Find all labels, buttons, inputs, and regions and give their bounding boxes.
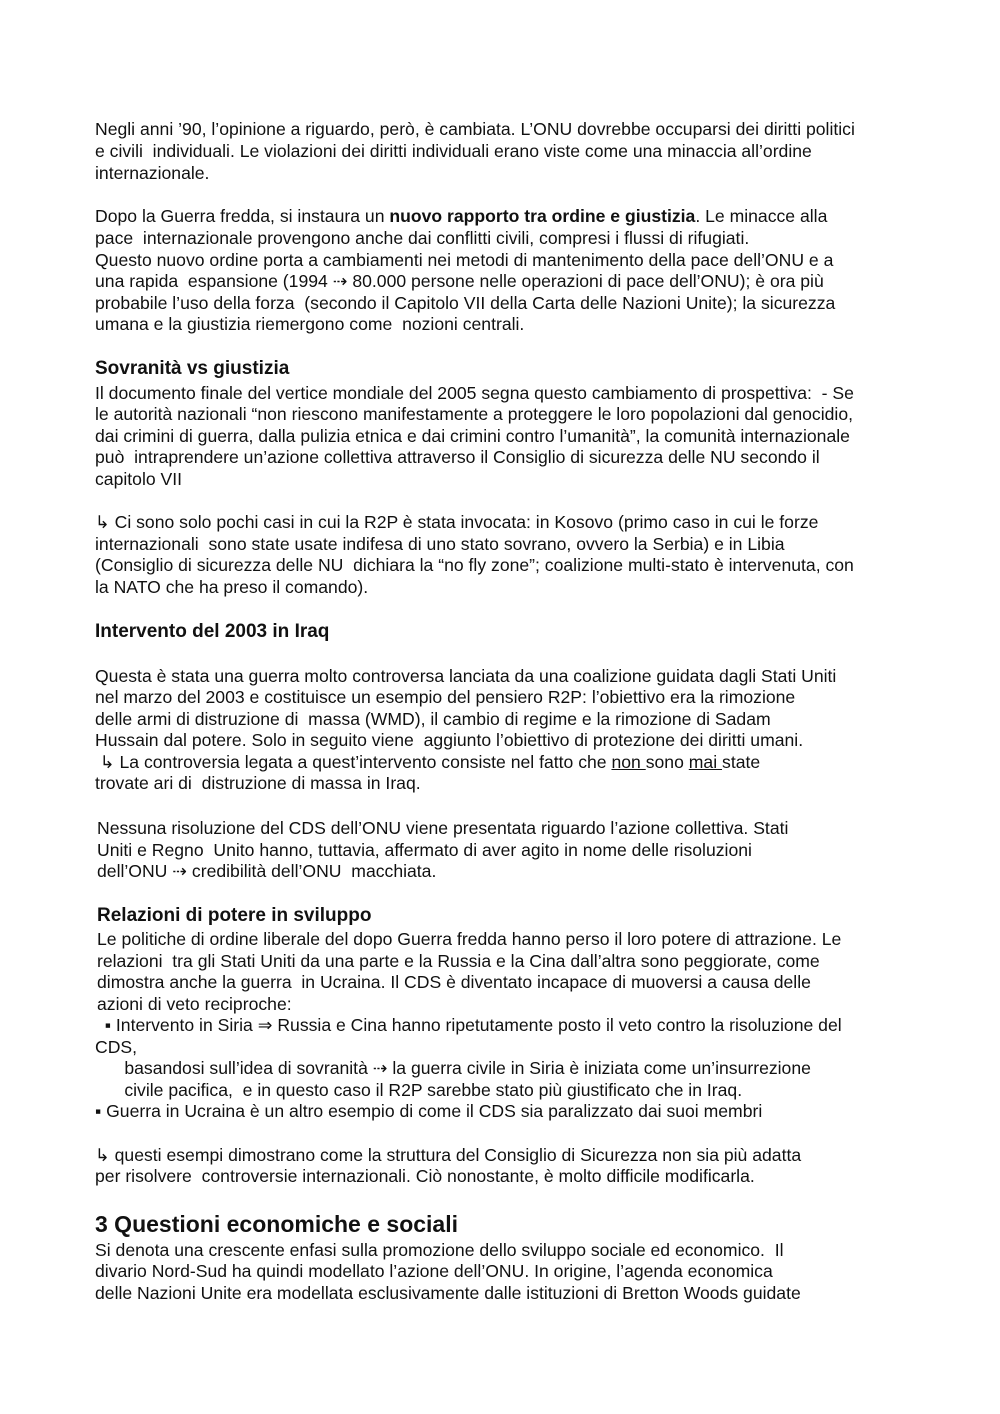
paragraph-line: Nessuna risoluzione del CDS dell’ONU viene presentata riguardo l’azione collettiva. Stati — [97, 818, 789, 838]
paragraph-line: Le politiche di ordine liberale del dopo Guerra fredda hanno perso il loro potere di attrazione. Le — [97, 929, 842, 949]
paragraph-line: Uniti e Regno Unito hanno, tuttavia, affermato di aver agito in nome delle risoluzioni — [97, 840, 752, 860]
paragraph-line: delle Nazioni Unite era modellata esclusivamente dalle istituzioni di Bretton Woods guidate — [95, 1283, 801, 1303]
paragraph-line: internazionali sono state usate indifesa di uno stato sovrano, ovvero la Serbia) e in Libia — [95, 534, 785, 554]
paragraph-line: una rapida espansione (1994 ⇢ 80.000 persone nelle operazioni di pace dell’ONU); è ora più — [95, 271, 824, 291]
paragraph-line: trovate ari di distruzione di massa in Iraq. — [95, 773, 421, 793]
bullet-item-continuation: basandosi sull’idea di sovranità ⇢ la guerra civile in Siria è iniziata come un’insurrezione — [95, 1058, 811, 1078]
chapter-heading: 3 Questioni economiche e sociali — [95, 1211, 459, 1237]
paragraph-line: la NATO che ha preso il comando). — [95, 577, 369, 597]
paragraph-line: Negli anni ’90, l’opinione a riguardo, però, è cambiata. L’ONU dovrebbe occuparsi dei diritti politici — [95, 119, 855, 139]
paragraph-line: le autorità nazionali “non riescono manifestamente a proteggere le loro popolazioni dal genocidio, — [95, 404, 853, 424]
paragraph-line: divario Nord-Sud ha quindi modellato l’azione dell’ONU. In origine, l’agenda economica — [95, 1261, 773, 1281]
underlined-word: non — [611, 752, 646, 772]
paragraph-line: Questa è stata una guerra molto controversa lanciata da una coalizione guidata dagli Stati Uniti — [95, 666, 837, 686]
text-run: Dopo la Guerra fredda, si instaura un — [95, 206, 390, 226]
text-run: . Le minacce alla — [695, 206, 828, 226]
paragraph-line: Si denota una crescente enfasi sulla promozione dello sviluppo sociale ed economico. Il — [95, 1240, 784, 1260]
text-run: ↳ La controversia legata a quest’intervento consiste nel fatto che — [95, 752, 612, 772]
paragraph-line: per risolvere controversie internazionali. Ciò nonostante, è molto difficile modificarla. — [95, 1166, 755, 1186]
section-heading: Sovranità vs giustizia — [95, 358, 290, 379]
paragraph-line: capitolo VII — [95, 469, 183, 489]
underlined-word: mai — [688, 752, 723, 772]
bold-phrase: nuovo rapporto tra ordine e giustizia — [389, 206, 696, 226]
paragraph-line: umana e la giustizia riemergono come nozioni centrali. — [95, 314, 525, 334]
bullet-item-continuation: CDS, — [95, 1037, 138, 1057]
paragraph-line: probabile l’uso della forza (secondo il Capitolo VII della Carta delle Nazioni Unite); la sicurezza — [95, 293, 836, 313]
paragraph-line: relazioni tra gli Stati Uniti da una parte e la Russia e la Cina dall’altra sono peggiorate, come — [97, 951, 820, 971]
section-heading: Relazioni di potere in sviluppo — [97, 905, 372, 926]
paragraph-line — [95, 206, 827, 228]
bullet-item: ▪ Guerra in Ucraina è un altro esempio di come il CDS sia paralizzato dai suoi membri — [95, 1101, 763, 1121]
paragraph-line: Hussain dal potere. Solo in seguito viene aggiunto l’obiettivo di protezione dei diritti umani. — [95, 730, 804, 750]
paragraph-line: dimostra anche la guerra in Ucraina. Il CDS è diventato incapace di muoversi a causa delle — [97, 972, 811, 992]
text-run: sono — [645, 752, 689, 772]
paragraph-line: e civili individuali. Le violazioni dei diritti individuali erano viste come una minaccia all’ordine — [95, 141, 812, 161]
paragraph-line: dell’ONU ⇢ credibilità dell’ONU macchiata. — [97, 861, 437, 881]
paragraph-line: ↳ Ci sono solo pochi casi in cui la R2P è stata invocata: in Kosovo (primo caso in cui le forze — [95, 512, 819, 532]
bullet-item: ▪ Intervento in Siria ⇒ Russia e Cina hanno ripetutamente posto il veto contro la risoluzione del — [95, 1015, 842, 1035]
paragraph-line: Il documento finale del vertice mondiale del 2005 segna questo cambiamento di prospettiva: - Se — [95, 383, 854, 403]
paragraph-line: azioni di veto reciproche: — [97, 994, 292, 1014]
paragraph-line: ↳ questi esempi dimostrano come la struttura del Consiglio di Sicurezza non sia più adatta — [95, 1145, 802, 1165]
paragraph-line: può intraprendere un’azione collettiva attraverso il Consiglio di sicurezza delle NU secondo il — [95, 447, 820, 467]
paragraph-line: nel marzo del 2003 e costituisce un esempio del pensiero R2P: l’obiettivo era la rimozione — [95, 687, 796, 707]
paragraph-line: pace internazionale provengono anche dai conflitti civili, compresi i flussi di rifugiati. — [95, 228, 750, 248]
section-heading: Intervento del 2003 in Iraq — [95, 621, 330, 642]
text-run: state — [722, 752, 761, 772]
paragraph-line: (Consiglio di sicurezza delle NU dichiara la “no fly zone”; coalizione multi-stato è intervenuta, con — [95, 555, 854, 575]
paragraph-line: Questo nuovo ordine porta a cambiamenti nei metodi di mantenimento della pace dell’ONU e a — [95, 250, 834, 270]
paragraph-line: internazionale. — [95, 163, 210, 183]
paragraph-line: dai crimini di guerra, dalla pulizia etnica e dai crimini contro l’umanità”, la comunità internazionale — [95, 426, 850, 446]
paragraph-line — [95, 752, 760, 774]
paragraph-line: delle armi di distruzione di massa (WMD), il cambio di regime e la rimozione di Sadam — [95, 709, 771, 729]
bullet-item-continuation: civile pacifica, e in questo caso il R2P sarebbe stato più giustificato che in Iraq. — [95, 1080, 743, 1100]
